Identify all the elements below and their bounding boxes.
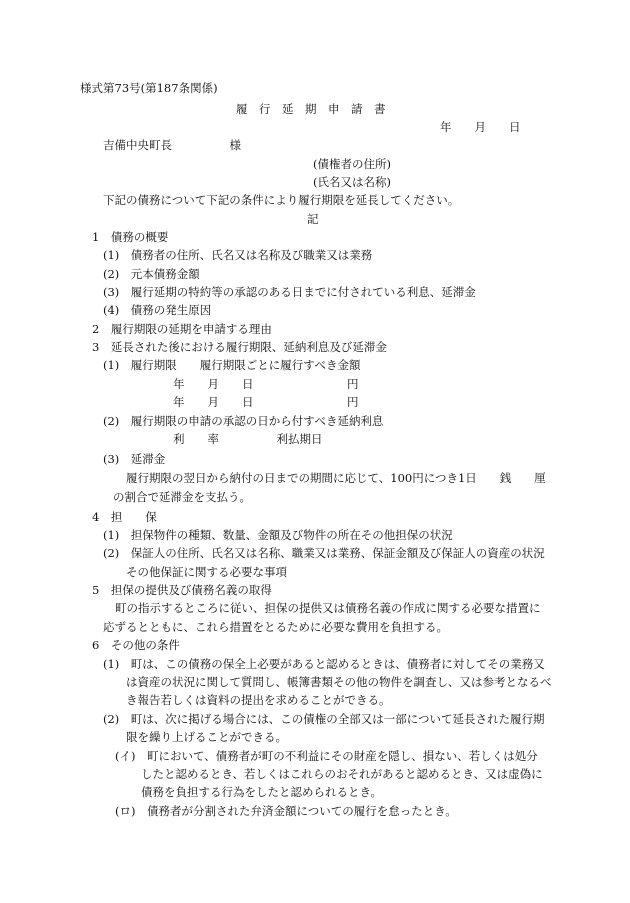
section-6-heading: 6 その他の条件 [92, 638, 180, 652]
section-4-item-2-line-1: (2) 保証人の住所、氏名又は名称、職業又は業務、保証金額及び保証人の資産の状況 [103, 546, 545, 560]
section-3-item-2: (2) 履行期限の申請の承認の日から付すべき延納利息 [103, 414, 384, 428]
section-1-heading: 1 債務の概要 [92, 230, 169, 244]
date-line: 年 月 日 [440, 120, 521, 134]
section-3-row-a-yen: 円 [347, 377, 359, 391]
section-6-item-2-line-2: 限を繰り上げることができる。 [126, 730, 287, 744]
section-6-sub-i-line-2: したと認めるとき、若しくはこれらのおそれがあると認めるとき、又は虚偽に [141, 767, 543, 781]
creditor-address-label: (債権者の住所) [313, 157, 391, 171]
section-3-rate-row: 利 率 利払期日 [173, 432, 323, 446]
creditor-name-label: (氏名又は名称) [313, 175, 391, 189]
section-2-heading: 2 履行期限の延期を申請する理由 [92, 322, 272, 336]
ki-marker: 記 [307, 212, 319, 226]
document-title: 履 行 延 期 申 請 書 [236, 102, 386, 116]
section-6-item-1-line-2: は資産の状況に関して質問し、帳簿書類その他の物件を調査し、又は参考となるべ [126, 675, 552, 689]
section-5-line-1: 町の指示するところに従い、担保の提供又は債務名義の作成に関する必要な措置に [115, 601, 541, 615]
section-4-item-1: (1) 担保物件の種類、数量、金額及び物件の所在その他担保の状況 [103, 528, 453, 542]
section-3-row-b-date: 年 月 日 [173, 395, 254, 409]
section-3-item-3-line-1: 履行期限の翌日から納付の日までの期間に応じて、100円につき1日 銭 厘 [126, 471, 546, 485]
addressee: 吉備中央町長 様 [103, 138, 241, 152]
section-3-row-b-yen: 円 [347, 395, 359, 409]
section-1-item-2: (2) 元本債務金額 [103, 267, 200, 281]
section-6-sub-i-line-3: 債務を負担する行為をしたと認められるとき。 [141, 785, 383, 799]
section-6-sub-ro-line-1: (ロ) 債務者が分割された弁済金額についての履行を怠ったとき。 [115, 804, 457, 818]
section-3-item-3-line-2: の割合で延滞金を支払う。 [113, 490, 251, 504]
section-5-heading: 5 担保の提供及び債務名義の取得 [92, 583, 272, 597]
section-3-item-3: (3) 延滞金 [103, 452, 166, 466]
section-6-item-2-line-1: (2) 町は、次に掲げる場合には、この債権の全部又は一部について延長された履行期 [103, 712, 545, 726]
section-3-heading: 3 延長された後における履行期限、延納利息及び延滞金 [92, 340, 387, 354]
section-1-item-3: (3) 履行延期の特約等の承認のある日までに付されている利息、延滞金 [103, 285, 476, 299]
form-id: 様式第73号(第187条関係) [80, 81, 218, 95]
section-3-item-1: (1) 履行期限 履行期限ごとに履行すべき金額 [103, 358, 361, 372]
section-5-line-2: 応ずるとともに、これら措置をとるために必要な費用を負担する。 [103, 620, 448, 634]
section-3-row-a-date: 年 月 日 [173, 377, 254, 391]
section-1-item-4: (4) 債務の発生原因 [103, 303, 212, 317]
section-6-item-1-line-3: き報告若しくは資料の提出を求めることができる。 [126, 693, 391, 707]
intro-text: 下記の債務について下記の条件により履行期限を延長してください。 [103, 193, 460, 207]
section-4-heading: 4 担 保 [92, 510, 157, 524]
section-4-item-2-line-2: その他保証に関する必要な事項 [126, 565, 287, 579]
section-1-item-1: (1) 債務者の住所、氏名又は名称及び職業又は業務 [103, 248, 373, 262]
section-6-item-1-line-1: (1) 町は、この債務の保全上必要があると認めるときは、債務者に対してその業務又 [103, 657, 545, 671]
section-6-sub-i-line-1: (イ) 町において、債務者が町の不利益にその財産を隠し、損ない、若しくは処分 [115, 749, 538, 763]
